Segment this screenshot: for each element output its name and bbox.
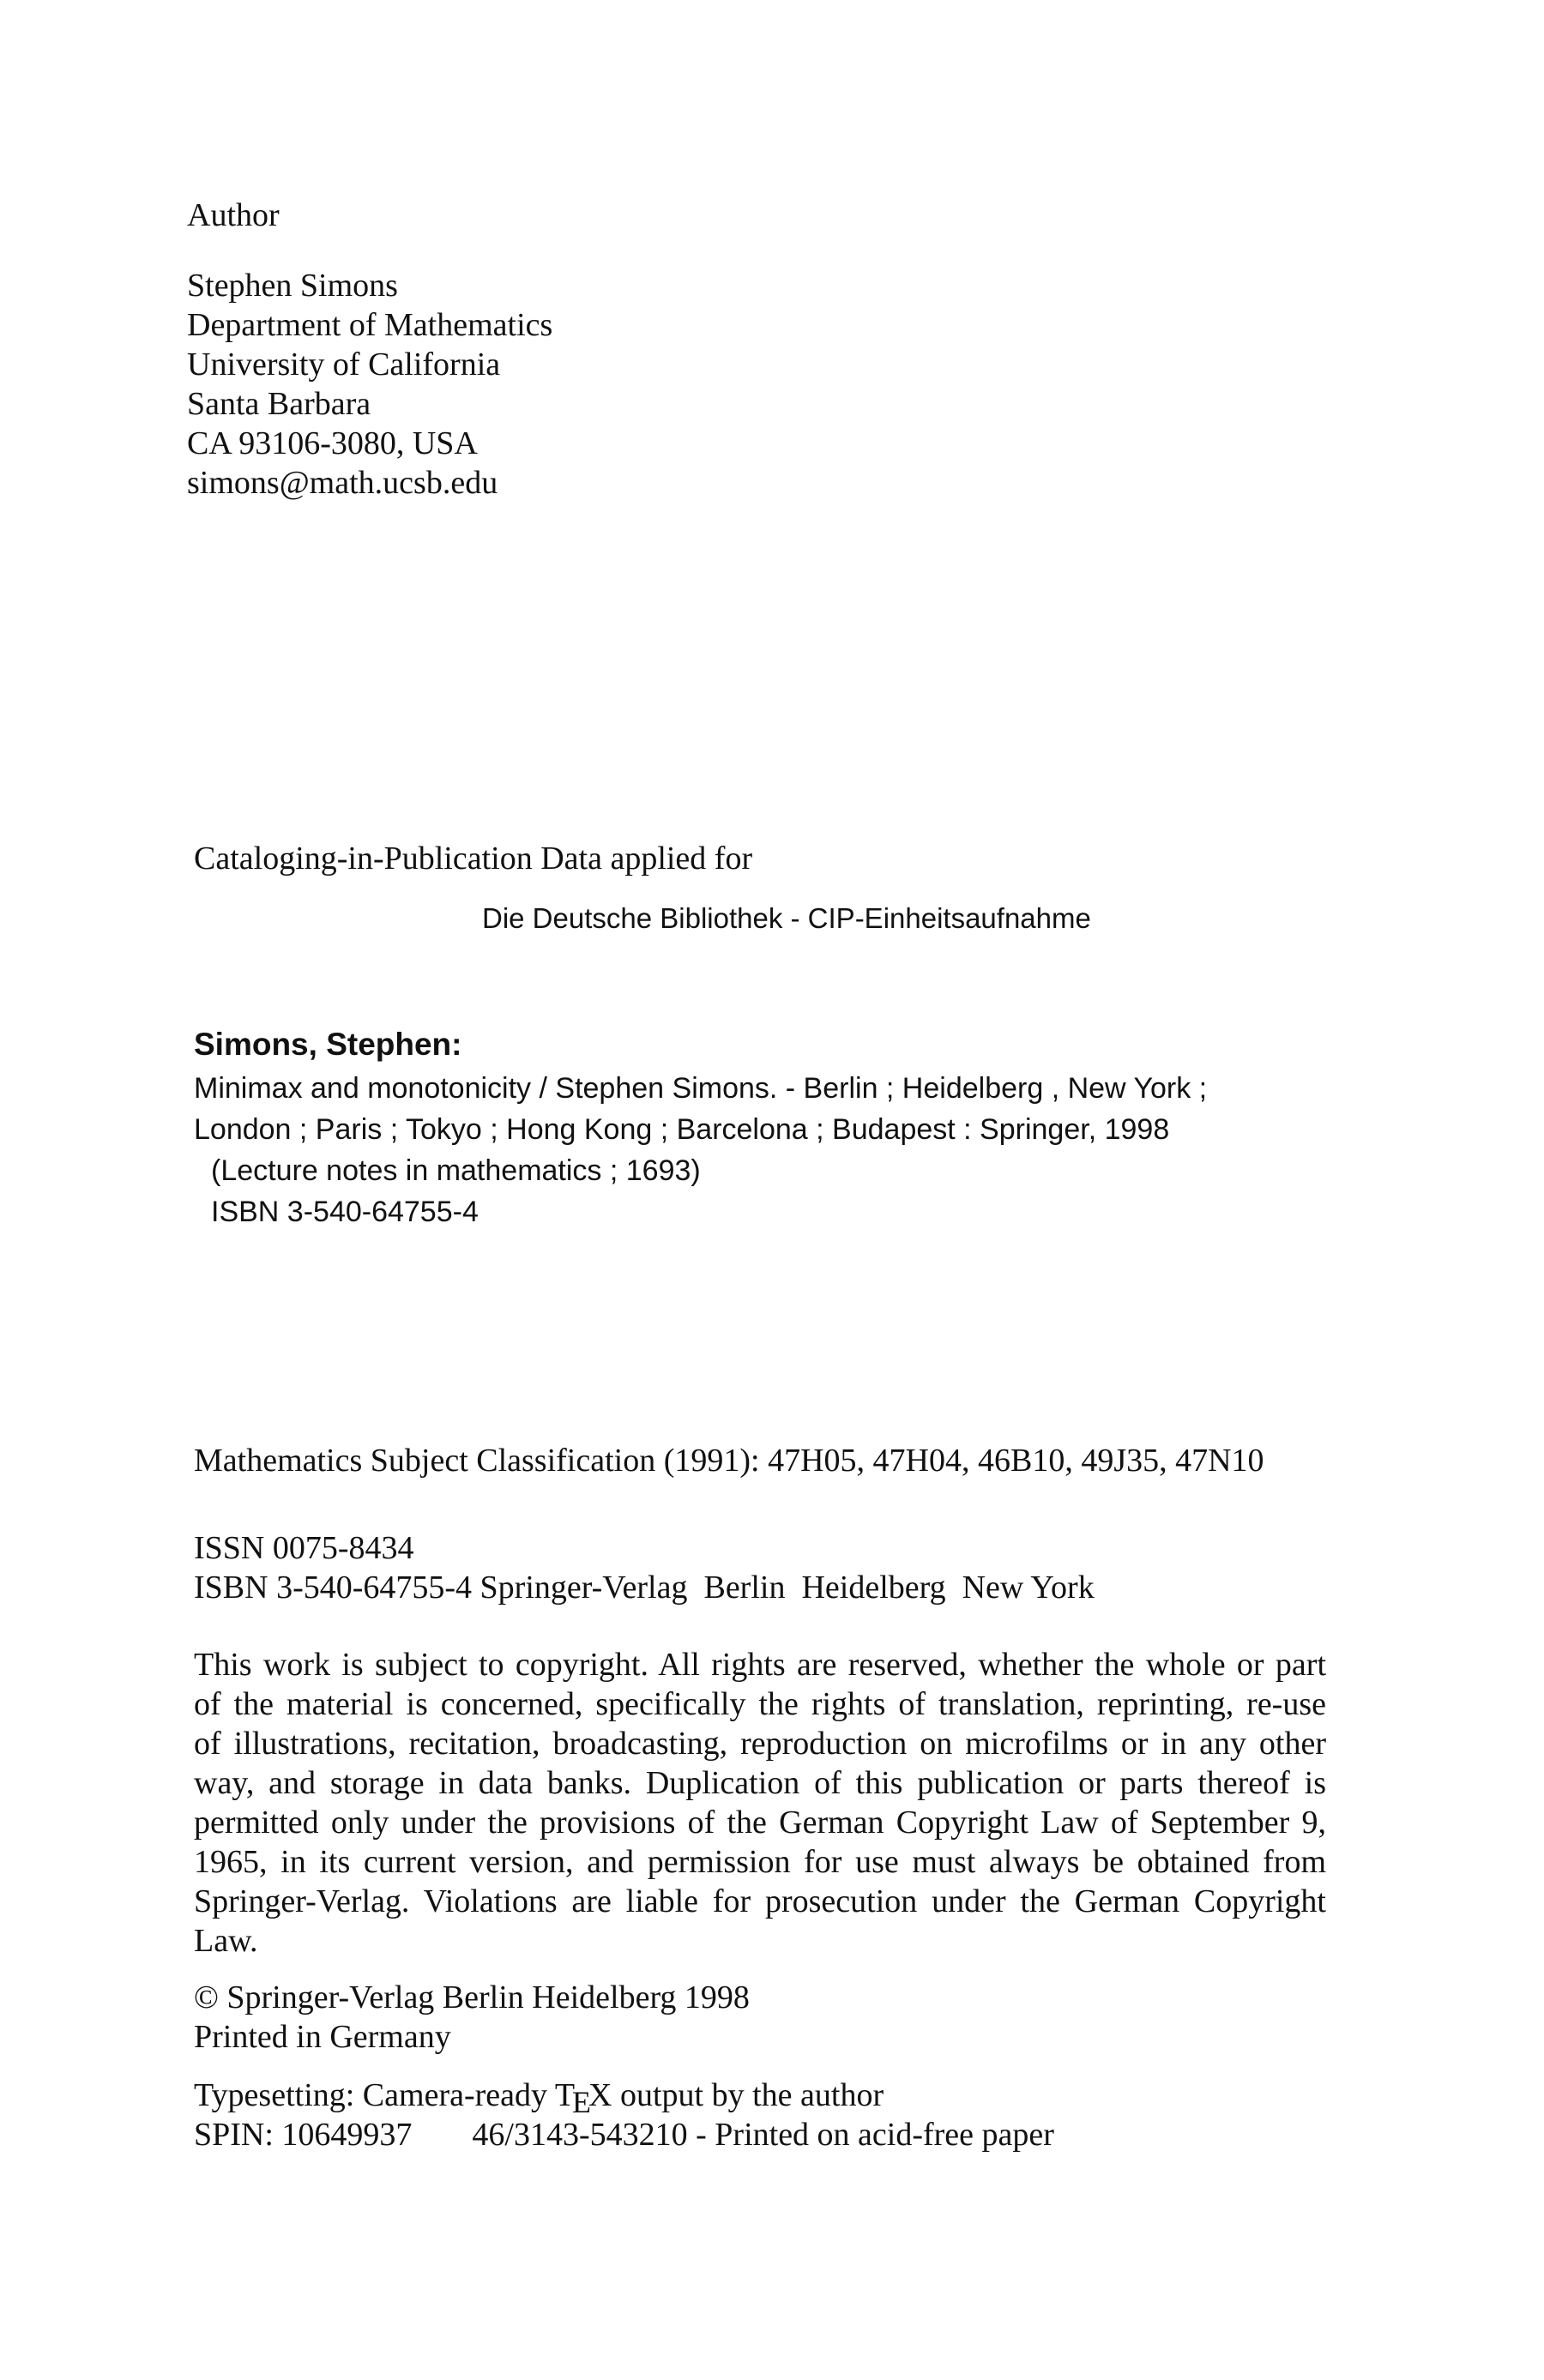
printed-in: Printed in Germany bbox=[194, 2019, 451, 2055]
author-email: simons@math.ucsb.edu bbox=[187, 465, 498, 501]
copyright-paragraph-line: of illustrations, recitation, broadcasting, reproduction on microfilms or in any other bbox=[194, 1726, 1326, 1762]
msc-line: Mathematics Subject Classification (1991): 47H05, 47H04, 46B10, 49J35, 47N10 bbox=[194, 1443, 1264, 1479]
copyright-paragraph-line: 1965, in its current version, and permission for use must always be obtained from bbox=[194, 1844, 1326, 1880]
copyright-paragraph-line: permitted only under the provisions of the German Copyright Law of September 9, bbox=[194, 1805, 1326, 1841]
typesetting-prefix: Typesetting: Camera-ready bbox=[194, 2077, 555, 2113]
catalog-title-line: Minimax and monotonicity / Stephen Simons. - Berlin ; Heidelberg , New York ; bbox=[194, 1072, 1208, 1105]
spin-code: 46/3143-543210 - Printed on acid-free paper bbox=[472, 2117, 1054, 2153]
dnb-cip-line: Die Deutsche Bibliothek - CIP-Einheitsaufnahme bbox=[482, 902, 1091, 934]
copyright-paragraph-line: way, and storage in data banks. Duplication of this publication or parts thereof is bbox=[194, 1765, 1326, 1801]
copyright-paragraph-line: of the material is concerned, specifically the rights of translation, reprinting, re-use bbox=[194, 1686, 1326, 1722]
copyright-paragraph bbox=[194, 1645, 1326, 1961]
author-postal: CA 93106-3080, USA bbox=[187, 425, 478, 461]
spin-line bbox=[194, 2115, 1054, 2154]
author-city: Santa Barbara bbox=[187, 386, 371, 422]
copyright-notice bbox=[194, 1978, 750, 2057]
isbn-line: ISBN 3-540-64755-4 Springer-Verlag Berlin Heidelberg New York bbox=[194, 1570, 1095, 1606]
tex-logo-t: T bbox=[554, 2077, 576, 2113]
typesetting-line bbox=[194, 2076, 1054, 2119]
issn-isbn-block bbox=[194, 1528, 1095, 1607]
copyright-paragraph-line: Springer-Verlag. Violations are liable for prosecution under the German Copyright bbox=[194, 1883, 1326, 1919]
catalog-isbn-line: ISBN 3-540-64755-4 bbox=[211, 1196, 479, 1228]
author-name: Stephen Simons bbox=[187, 268, 398, 304]
tex-logo-e: E bbox=[572, 2085, 592, 2119]
author-department: Department of Mathematics bbox=[187, 307, 553, 343]
copyright-paragraph-line: This work is subject to copyright. All rights are reserved, whether the whole or part bbox=[194, 1647, 1326, 1683]
typesetting-suffix: output by the author bbox=[612, 2077, 884, 2113]
issn-line: ISSN 0075-8434 bbox=[194, 1530, 414, 1566]
spin-number: SPIN: 10649937 bbox=[194, 2117, 413, 2153]
copyright-holder: © Springer-Verlag Berlin Heidelberg 1998 bbox=[194, 1979, 750, 2015]
tex-logo bbox=[554, 2077, 612, 2119]
catalog-places-line: London ; Paris ; Tokyo ; Hong Kong ; Barcelona ; Budapest : Springer, 1998 bbox=[194, 1113, 1170, 1146]
catalog-series-line: (Lecture notes in mathematics ; 1693) bbox=[211, 1154, 701, 1187]
typesetting-block bbox=[194, 2076, 1054, 2154]
cip-applied-line: Cataloging-in-Publication Data applied for bbox=[194, 841, 753, 877]
catalog-author-name: Simons, Stephen: bbox=[194, 1027, 462, 1062]
copyright-paragraph-line: Law. bbox=[194, 1923, 258, 1959]
catalog-entry bbox=[194, 1025, 1207, 1232]
author-heading: Author bbox=[187, 197, 280, 233]
author-university: University of California bbox=[187, 346, 501, 383]
author-block bbox=[187, 196, 552, 503]
tex-logo-x: X bbox=[588, 2077, 612, 2113]
